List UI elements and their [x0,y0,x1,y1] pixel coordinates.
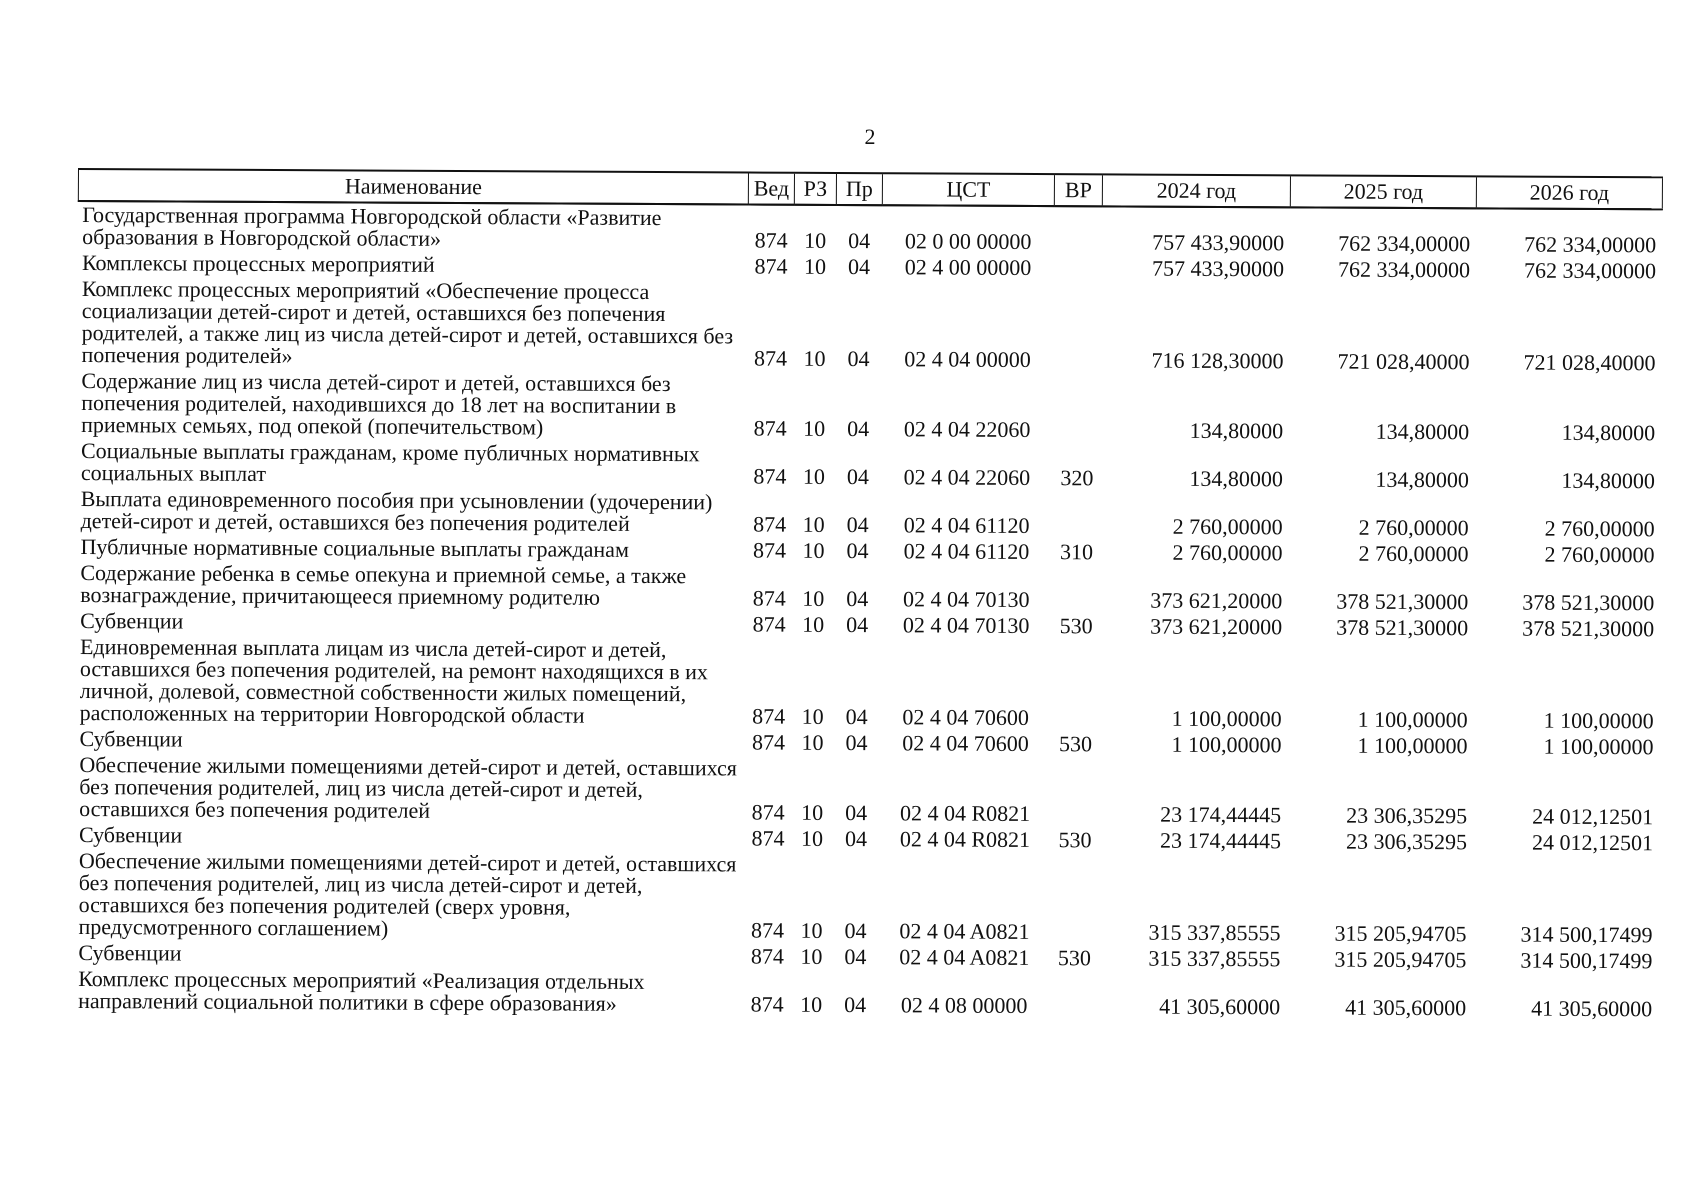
cell-vr [1053,373,1101,443]
header-2025: 2025 год [1290,175,1476,208]
cell-name: Выплата единовременного пособия при усыновлении (удочерении) детей-сирот и детей, оставшихся без попечения родителей [80,486,713,536]
header-vr: ВР [1054,174,1102,206]
cell-2024: 315 337,85555 [1148,945,1281,972]
cell-2024: 373 621,20000 [1150,587,1283,614]
cell-rz: 10 [802,511,825,537]
cell-pr: 04 [844,992,867,1018]
cell-2025: 378 521,30000 [1336,588,1469,615]
cell-pr: 04 [845,800,868,826]
cell-rz: 10 [802,463,825,489]
cell-vr: 530 [1058,827,1092,853]
cell-2026: 378 521,30000 [1522,589,1655,616]
cell-2026: 2 760,00000 [1544,541,1655,568]
cell-pr: 04 [847,416,870,442]
cell-2026: 41 305,60000 [1531,995,1653,1022]
cell-name: Субвенции [78,822,183,848]
cell-ved: 874 [750,943,784,969]
cell-2024: 757 433,90000 [1151,255,1285,282]
cell-name: Субвенции [79,726,183,752]
cell-vr [1053,281,1101,373]
cell-2026: 314 500,17499 [1520,947,1653,974]
cell-2024: 23 174,44445 [1160,801,1282,828]
cell-2026: 1 100,00000 [1543,707,1654,734]
table-row [76,634,1660,734]
header-ved: Вед [748,173,794,205]
cell-rz: 10 [803,415,826,441]
table-row [77,368,1661,446]
cell-cst: 02 4 04 R0821 [899,800,1031,826]
cell-pr: 04 [846,538,869,564]
cell-ved: 874 [752,537,787,563]
cell-vr: 310 [1059,539,1094,565]
cell-vr [1050,853,1098,945]
cell-cst: 02 4 04 A0821 [899,944,1030,970]
cell-2026: 1 100,00000 [1543,733,1654,760]
cell-ved: 874 [751,729,786,755]
cell-cst: 02 4 04 22060 [903,464,1031,490]
cell-ved: 874 [750,917,785,943]
cell-2025: 762 334,00000 [1337,256,1471,283]
table-body [74,201,1662,1022]
cell-rz: 10 [801,703,824,729]
cell-vr: 530 [1058,731,1093,757]
header-cst: ЦСТ [882,173,1054,206]
cell-rz: 10 [804,227,827,253]
cell-2025: 315 205,94705 [1334,920,1467,947]
cell-vr: 530 [1057,945,1091,971]
cell-ved: 874 [753,345,788,371]
cell-ved: 874 [754,253,788,279]
cell-pr: 04 [844,944,867,970]
cell-pr: 04 [848,228,871,254]
cell-2024: 23 174,44445 [1159,827,1282,854]
cell-vr [1052,565,1100,613]
cell-pr: 04 [847,254,871,280]
cell-2024: 2 760,00000 [1172,539,1283,566]
cell-2025: 23 306,35295 [1345,828,1468,855]
cell-2025: 1 100,00000 [1357,732,1468,759]
cell-2024: 134,80000 [1189,465,1283,492]
cell-vr: 320 [1060,465,1094,491]
cell-cst: 02 4 04 70130 [902,612,1030,638]
cell-2025: 378 521,30000 [1336,614,1469,641]
cell-name: Обеспечение жилыми помещениями детей-сирот и детей, оставшихся без попечения родителей, лиц из числа детей-сирот и детей, оставшихся без попечения родителей [79,752,737,823]
cell-cst: 02 4 04 70600 [902,730,1029,756]
cell-rz: 10 [800,825,824,851]
cell-name: Субвенции [78,940,182,966]
cell-rz: 10 [800,943,823,969]
cell-2025: 23 306,35295 [1346,802,1468,829]
cell-rz: 10 [802,585,825,611]
cell-ved: 874 [753,415,787,441]
cell-2026: 314 500,17499 [1520,921,1653,948]
cell-pr: 04 [847,346,870,372]
cell-2025: 721 028,40000 [1337,348,1470,375]
cell-cst: 02 4 04 00000 [904,346,1031,372]
cell-2025: 1 100,00000 [1357,706,1468,733]
cell-vr [1054,206,1102,255]
cell-name: Комплекс процессных мероприятий «Обеспечение процесса социализации детей-сирот и детей, оставшихся без попечения родителей, а также лиц из числа детей-сирот и детей, оставшихся без попечения родителей» [81,276,734,369]
cell-2026: 378 521,30000 [1522,615,1655,642]
table-row [74,848,1658,948]
cell-ved: 874 [753,511,787,537]
cell-2024: 41 305,60000 [1159,993,1281,1020]
cell-rz: 10 [803,345,826,371]
cell-2024: 2 760,00000 [1172,513,1283,540]
cell-rz: 10 [803,253,827,279]
cell-pr: 04 [844,826,868,852]
table-row [78,201,1662,258]
cell-2026: 721 028,40000 [1523,349,1656,376]
cell-vr [1053,491,1101,539]
cell-2024: 134,80000 [1189,417,1284,444]
header-2024: 2024 год [1102,174,1290,207]
cell-name: Единовременная выплата лицам из числа детей-сирот и детей, оставшихся без попечения родителей, на ремонт находящихся в их личной, долевой, совместной собственности жилых помещений, расположенных на территории Новгородской области [79,634,708,728]
cell-rz: 10 [802,537,825,563]
budget-table [74,168,1663,1022]
cell-name: Содержание ребенка в семье опекуна и приемной семье, а также вознаграждение, причитающееся приемному родителю [80,560,687,610]
cell-name: Комплекс процессных мероприятий «Реализация отдельных направлений социальной политики в сфере образования» [78,966,645,1016]
cell-2024: 716 128,30000 [1151,347,1284,374]
table-row [77,486,1661,542]
cell-vr [1052,639,1100,731]
cell-2026: 762 334,00000 [1524,231,1657,258]
cell-2025: 315 205,94705 [1334,946,1467,973]
cell-2025: 762 334,00000 [1338,230,1471,257]
cell-vr [1051,757,1099,827]
cell-pr: 04 [846,586,869,612]
cell-name: Социальные выплаты гражданам, кроме публичных нормативных социальных выплат [80,438,700,486]
page-number: 2 [864,124,876,149]
cell-ved: 874 [752,611,786,637]
cell-name: Государственная программа Новгородской области «Развитие образования в Новгородской области» [82,202,662,251]
cell-vr: 530 [1059,613,1093,639]
cell-ved: 874 [751,799,785,825]
cell-2024: 373 621,20000 [1150,613,1283,640]
cell-cst: 02 4 08 00000 [900,992,1028,1018]
cell-2026: 134,80000 [1561,419,1656,446]
header-2026: 2026 год [1476,176,1662,209]
cell-name: Комплексы процессных мероприятий [81,250,435,277]
cell-name: Публичные нормативные социальные выплаты гражданам [80,534,629,562]
cell-pr: 04 [845,730,868,756]
cell-2024: 1 100,00000 [1171,705,1282,732]
cell-2025: 2 760,00000 [1358,540,1469,567]
cell-pr: 04 [846,512,869,538]
table-row [75,752,1659,830]
cell-2024: 757 433,90000 [1152,229,1285,256]
cell-2025: 2 760,00000 [1358,514,1469,541]
cell-ved: 874 [751,825,785,851]
cell-cst: 02 4 04 61120 [903,512,1030,538]
header-pr: Пр [836,173,882,205]
cell-cst: 02 4 04 70600 [902,704,1029,730]
cell-2026: 24 012,12501 [1531,829,1654,856]
cell-2026: 134,80000 [1561,467,1655,494]
cell-cst: 02 4 04 70130 [902,586,1030,612]
cell-cst: 02 4 00 00000 [904,254,1032,280]
cell-cst: 02 4 04 22060 [903,416,1031,442]
cell-ved: 874 [754,227,788,253]
cell-pr: 04 [846,464,869,490]
table-row [77,276,1661,376]
cell-pr: 04 [846,612,869,638]
cell-rz: 10 [801,729,824,755]
cell-2026: 24 012,12501 [1532,803,1654,830]
cell-rz: 10 [800,917,823,943]
cell-rz: 10 [801,799,824,825]
header-rz: РЗ [794,173,836,205]
cell-vr [1054,255,1102,281]
cell-ved: 874 [750,991,784,1017]
cell-name: Обеспечение жилыми помещениями детей-сирот и детей, оставшихся без попечения родителей, лиц из числа детей-сирот и детей, оставшихся без попечения родителей (сверх уровня, предусмотренного соглашением) [78,848,737,941]
cell-vr [1050,971,1098,1019]
header-name: Наименование [78,169,748,205]
cell-cst: 02 4 04 R0821 [899,826,1031,852]
cell-2024: 1 100,00000 [1171,731,1282,758]
table-row [77,438,1661,494]
cell-cst: 02 4 04 A0821 [899,918,1030,944]
cell-ved: 874 [752,585,786,611]
table-row [76,560,1660,616]
cell-2024: 315 337,85555 [1148,919,1281,946]
cell-ved: 874 [753,463,787,489]
cell-2025: 41 305,60000 [1345,994,1467,1021]
cell-2026: 762 334,00000 [1523,257,1657,284]
cell-name: Субвенции [80,608,184,634]
cell-rz: 10 [800,991,823,1017]
cell-2025: 134,80000 [1375,418,1470,445]
cell-pr: 04 [844,918,867,944]
cell-2025: 134,80000 [1375,466,1469,493]
cell-pr: 04 [845,704,868,730]
cell-rz: 10 [802,611,825,637]
cell-cst: 02 4 04 61120 [903,538,1030,564]
table-row [74,966,1658,1022]
cell-2026: 2 760,00000 [1544,515,1655,542]
cell-cst: 02 0 00 00000 [904,228,1032,254]
cell-name: Содержание лиц из числа детей-сирот и детей, оставшихся без попечения родителей, находившихся до 18 лет на воспитании в приемных семьях, под опекой (попечительством) [81,368,677,440]
cell-ved: 874 [752,703,786,729]
